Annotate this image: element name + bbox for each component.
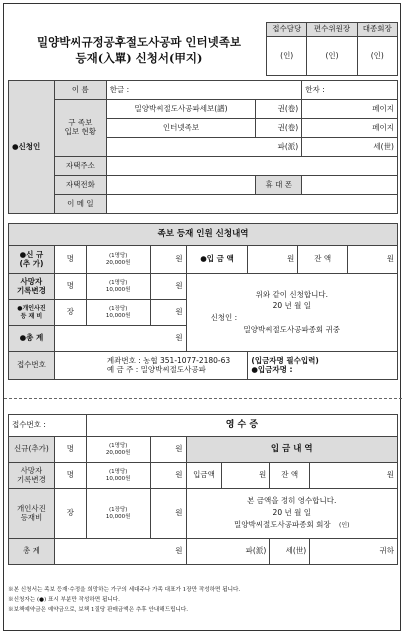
form-title-line1: 밀양박씨규정공후절도사공파 인터넷족보 xyxy=(37,35,241,49)
email-field[interactable] xyxy=(106,195,397,214)
account-holder: 예 금 주 : 밀양박씨절도사공파 xyxy=(106,364,206,374)
new-label: ●신 규 (추 가) xyxy=(9,246,55,274)
address-field[interactable] xyxy=(106,157,397,176)
email-label: 이 메 일 xyxy=(54,195,106,214)
genealogy-row1: 밀양박씨절도사공파세보(譜) xyxy=(106,100,256,119)
request-table xyxy=(8,223,398,380)
change-label: 사망자 기록변경 xyxy=(9,274,55,300)
receipt-pa[interactable]: 파(派) xyxy=(186,539,270,565)
change-won[interactable]: 원 xyxy=(150,274,186,300)
receipt-gwiha: 귀하 xyxy=(310,539,398,565)
statement-text: 위와 같이 신청합니다. xyxy=(255,289,328,299)
approval-head-2: 편수위원장 xyxy=(307,23,357,37)
receipt-photo-unit: 장 xyxy=(54,489,86,539)
genealogy-row2: 인터넷족보 xyxy=(106,119,256,138)
hanja-label: 한자 : xyxy=(305,84,325,94)
photo-rate: (1장당) 10,000원 xyxy=(86,300,150,326)
se-field[interactable]: 세(世) xyxy=(302,138,398,157)
receipt-photo-rate: (1장당) 10,000원 xyxy=(86,489,150,539)
genealogy-row2-page[interactable]: 페이지 xyxy=(302,119,398,138)
genealogy-row2-vol[interactable]: 권(卷) xyxy=(256,119,302,138)
request-header: 족보 등재 인원 신청내역 xyxy=(9,224,398,246)
receipt-change-label: 사망자 기록변경 xyxy=(9,463,55,489)
receipt-table xyxy=(8,414,398,565)
receipt-photo-won[interactable]: 원 xyxy=(150,489,186,539)
applicant-table xyxy=(8,80,398,214)
name-hangul-field[interactable] xyxy=(106,81,301,100)
address-label: 자택주소 xyxy=(54,157,106,176)
name-label: 이 름 xyxy=(54,81,106,100)
receipt-total-label: 총 계 xyxy=(9,539,55,565)
receipt-total-won[interactable]: 원 xyxy=(54,539,186,565)
request-statement-box xyxy=(186,274,397,352)
total-won[interactable]: 원 xyxy=(54,326,186,352)
phone-field[interactable] xyxy=(106,176,256,195)
new-unit: 명 xyxy=(54,246,86,274)
receipt-confirm-text: 본 금액을 정히 영수합니다. xyxy=(247,496,337,506)
form-title-line2: 등재(入單) 신청서(甲지) xyxy=(75,51,203,65)
receipt-confirm-box xyxy=(186,489,397,539)
account-number: 계좌번호 : 농협 351-1077-2180-63 xyxy=(106,355,231,365)
receipt-photo-label: 개인사진 등재비 xyxy=(9,489,55,539)
change-rate: (1명당) 10,000원 xyxy=(86,274,150,300)
genealogy-basis-label: 구 족보 입보 현황 xyxy=(54,100,106,157)
cut-line xyxy=(4,398,402,399)
approval-head-1: 접수담당 xyxy=(267,23,307,37)
receipt-se[interactable]: 세(世) xyxy=(270,539,310,565)
mobile-field[interactable] xyxy=(302,176,398,195)
receipt-seal: (인) xyxy=(339,521,350,529)
receipt-title: 영 수 증 xyxy=(86,415,397,437)
hangul-label: 한글 : xyxy=(109,84,130,94)
approval-seal-3[interactable]: (인) xyxy=(357,37,397,76)
name-hanja-field[interactable] xyxy=(302,81,398,100)
receipt-change-rate: (1명당) 10,000원 xyxy=(86,463,150,489)
receipt-new-rate: (1명당) 20,000원 xyxy=(86,437,150,463)
receipt-balance-won[interactable]: 원 xyxy=(310,463,398,489)
receipt-new-unit: 명 xyxy=(54,437,86,463)
note-3: ※보책예약금은 예약금으로, 보책 1질당 판매금액은 추후 안내해드립니다. xyxy=(8,607,189,613)
receipt-new-label: 신규(추가) xyxy=(9,437,55,463)
receipt-no-label: 접수번호 : xyxy=(9,415,87,437)
recipient-org: 밀양박씨절도사공파종회 귀중 xyxy=(243,324,341,334)
receipt-amount-won[interactable]: 원 xyxy=(222,463,270,489)
deposit-won[interactable]: 원 xyxy=(248,246,298,274)
balance-won[interactable]: 원 xyxy=(348,246,398,274)
approval-box xyxy=(266,22,398,76)
deposit-label: ●입 금 액 xyxy=(186,246,248,274)
new-won[interactable]: 원 xyxy=(150,246,186,274)
receipt-new-won[interactable]: 원 xyxy=(150,437,186,463)
receipt-president: 밀양박씨절도사공파종회 회장 xyxy=(234,519,331,529)
receipt-change-unit: 명 xyxy=(54,463,86,489)
total-label: ●총 계 xyxy=(9,326,55,352)
balance-label: 잔 액 xyxy=(298,246,348,274)
new-rate: (1명당) 20,000원 xyxy=(86,246,150,274)
photo-won[interactable]: 원 xyxy=(150,300,186,326)
approval-seal-1[interactable]: (인) xyxy=(267,37,307,76)
note-1: ※본 신청서는 족보 등재·수정을 희망하는 가구의 세대주나 가족 대표가 1장만 작성하면 됩니다. xyxy=(8,587,241,593)
mobile-label: 휴 대 폰 xyxy=(256,176,302,195)
account-info xyxy=(54,352,248,380)
receipt-change-won[interactable]: 원 xyxy=(150,463,186,489)
change-unit: 명 xyxy=(54,274,86,300)
approval-head-3: 대종회장 xyxy=(357,23,397,37)
photo-unit: 장 xyxy=(54,300,86,326)
approval-seal-2[interactable]: (인) xyxy=(307,37,357,76)
photo-label: ●개인사진 등 재 비 xyxy=(9,300,55,326)
receipt-balance-label: 잔 액 xyxy=(270,463,310,489)
receipt-no-label: 접수번호 xyxy=(9,352,55,380)
depositor-label: ●입금자명 : xyxy=(251,364,293,374)
statement-date: 20 년 월 일 xyxy=(272,301,311,311)
depositor-box[interactable] xyxy=(248,352,398,380)
signer-label: 신청인 : xyxy=(210,313,238,322)
receipt-amount-label: 입금액 xyxy=(186,463,222,489)
pa-field[interactable]: 파(派) xyxy=(106,138,301,157)
depositor-note: (입금자명 필수입력) xyxy=(251,355,319,365)
applicant-group-label: ●신청인 xyxy=(9,81,55,214)
receipt-details-header: 입 금 내 역 xyxy=(186,437,397,463)
genealogy-row1-page[interactable]: 페이지 xyxy=(302,100,398,119)
phone-label: 자택전화 xyxy=(54,176,106,195)
note-2: ※신청자는 (●) 표시 부분만 작성하면 됩니다. xyxy=(8,597,120,603)
genealogy-row1-vol[interactable]: 권(卷) xyxy=(256,100,302,119)
receipt-signature-line xyxy=(187,521,397,530)
receipt-date: 20 년 월 일 xyxy=(272,508,311,518)
